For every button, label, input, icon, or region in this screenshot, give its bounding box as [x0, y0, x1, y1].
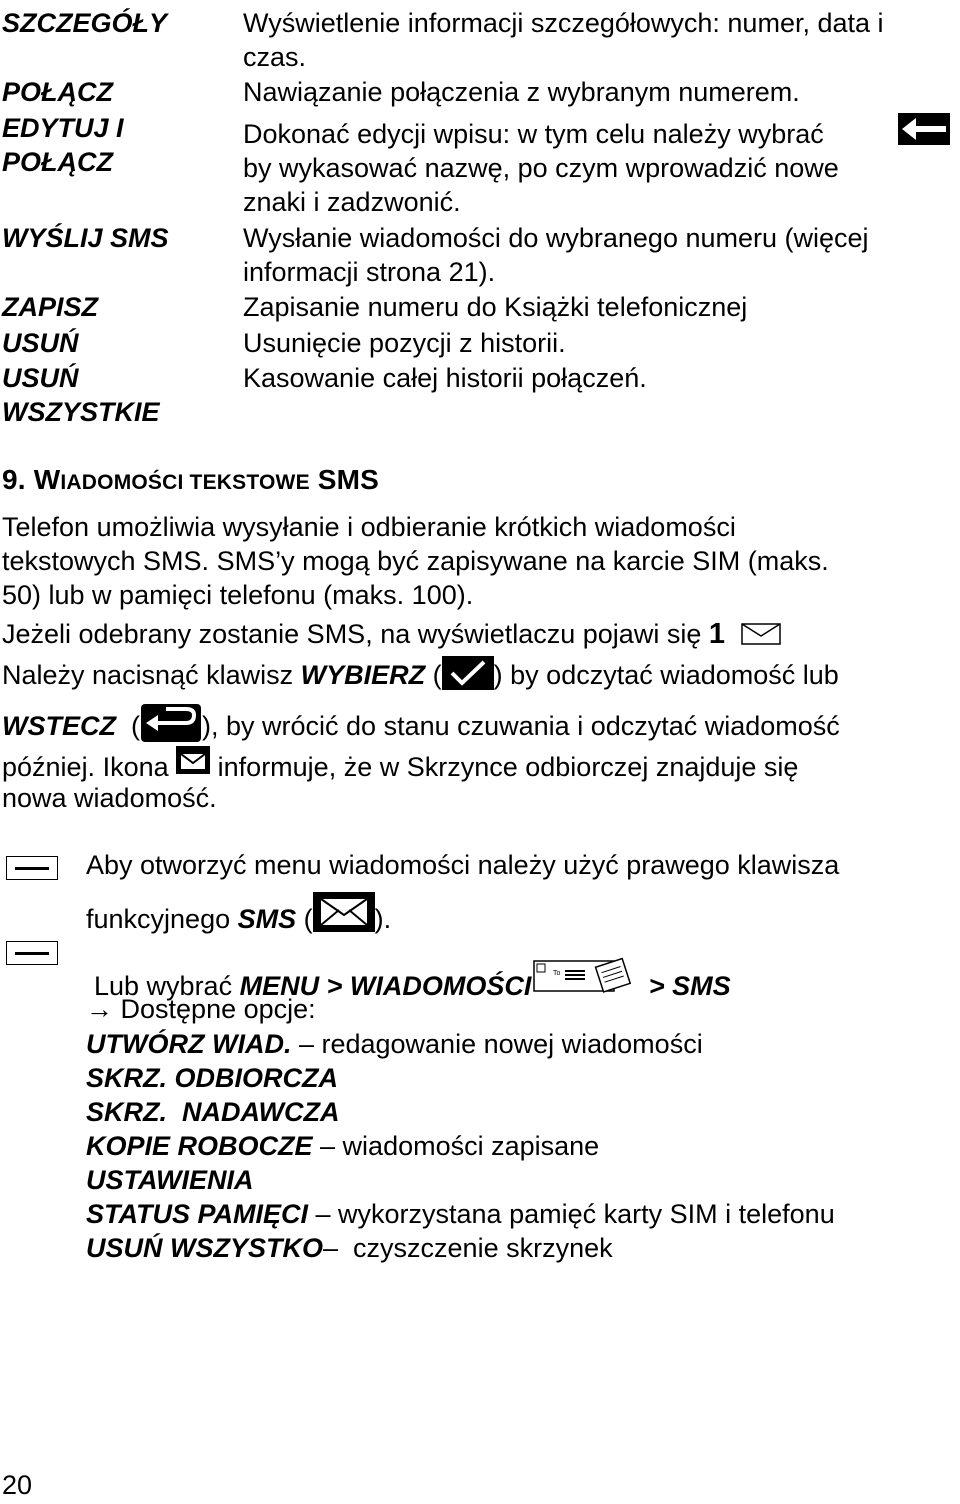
section-title-sms: SMS — [317, 464, 380, 495]
paren: ) — [202, 711, 212, 741]
desc-line: znaki i zadzwonić. — [243, 187, 461, 217]
sms-option[interactable] — [86, 1129, 835, 1163]
option-name: UTWÓRZ WIAD. — [86, 1029, 292, 1059]
svg-text:To: To — [553, 970, 561, 977]
intro-text: Należy nacisnąć klawisz — [2, 660, 294, 690]
intro-line-icon — [2, 746, 798, 784]
intro-line: Telefon umożliwia wysyłanie i odbieranie krótkich wiadomości — [2, 512, 736, 542]
option-name: USTAWIENIA — [86, 1165, 254, 1195]
section-title-rest: IADOMOŚCI TEKSTOWE — [60, 471, 310, 494]
paren: ( — [123, 711, 141, 741]
option-desc: – redagowanie nowej wiadomości — [291, 1029, 703, 1059]
section-heading — [2, 463, 379, 500]
option-desc-details — [243, 6, 953, 74]
intro-line-back — [2, 703, 840, 751]
desc-line: by wykasować nazwę, po czym wprowadzić nowe — [243, 153, 839, 183]
key-name-sms: SMS — [237, 904, 297, 934]
term-line: WSZYSTKIE — [2, 397, 160, 427]
option-desc-call: Nawiązanie połączenia z wybranym numerem. — [243, 77, 800, 107]
postcard-envelope-icon — [533, 955, 633, 1005]
envelope-check-icon — [176, 746, 210, 782]
option-desc-edit-call — [243, 117, 953, 219]
sms-option[interactable] — [86, 1197, 835, 1231]
option-desc: – wykorzystana pamięć karty SIM i telefonu — [308, 1199, 835, 1229]
intro-line-notification — [2, 617, 781, 653]
option-desc-delete: Usunięcie pozycji z historii. — [243, 328, 566, 358]
intro-text: informuje, że w Skrzynce odbiorczej znajduje się — [217, 752, 799, 782]
softkey-icon — [6, 856, 58, 880]
intro-text: Jeżeli odebrany zostanie SMS, na wyświetlaczu pojawi się — [2, 619, 702, 649]
envelope-outline-icon — [741, 619, 781, 653]
intro-line-select — [2, 656, 839, 698]
option-desc-delete-all: Kasowanie całej historii połączeń. — [243, 363, 647, 393]
option-name: USUŃ WSZYSTKO — [86, 1233, 324, 1263]
envelope-key-icon — [313, 892, 375, 940]
arrow-icon: → — [86, 994, 113, 1024]
desc-line: informacji strona 21). — [243, 257, 496, 287]
backspace-arrow-icon — [898, 113, 950, 153]
option-term-edit-call — [2, 111, 124, 179]
desc-line: czas. — [243, 42, 307, 72]
intro-line: tekstowych SMS. SMS’y mogą być zapisywane na karcie SIM (maks. — [2, 546, 829, 576]
desc-line: Wysłanie wiadomości do wybranego numeru (więcej — [243, 223, 869, 253]
paren: ( — [303, 904, 313, 934]
intro-text: później. Ikona — [2, 752, 169, 782]
return-arrow-key-icon — [140, 703, 202, 751]
sms-option[interactable] — [86, 1027, 835, 1061]
sms-option[interactable] — [86, 1231, 835, 1265]
option-term-delete: USUŃ — [2, 328, 79, 358]
option-term-save: ZAPISZ — [2, 292, 99, 322]
intro-text: by odczytać wiadomość lub — [510, 660, 839, 690]
step1-line2 — [86, 892, 391, 940]
intro-paragraph — [2, 510, 952, 612]
option-term-delete-all — [2, 361, 160, 429]
option-desc-save: Zapisanie numeru do Książki telefonicznej — [243, 292, 748, 322]
option-name: STATUS PAMIĘCI — [86, 1199, 308, 1229]
options-intro — [86, 992, 316, 1026]
option-desc: – wiadomości zapisane — [312, 1131, 600, 1161]
term-line: EDYTUJ I — [2, 113, 124, 143]
option-desc-send-sms — [243, 221, 953, 289]
term-line: POŁĄCZ — [2, 147, 113, 177]
term-line: USUŃ — [2, 363, 79, 393]
sms-option[interactable] — [86, 1163, 835, 1197]
option-term-send-sms: WYŚLIJ SMS — [2, 223, 169, 253]
option-term-call: POŁĄCZ — [2, 77, 113, 107]
step-text: funkcyjnego — [86, 904, 231, 934]
section-number: 9. — [2, 464, 26, 495]
options-label: Dostępne opcje: — [120, 994, 316, 1024]
paren: ). — [374, 904, 392, 934]
menu-path-suffix: > SMS — [648, 971, 731, 1001]
section-title-initial: W — [33, 464, 61, 495]
option-term-details: SZCZEGÓŁY — [2, 8, 168, 38]
option-desc: – czyszczenie skrzynek — [323, 1233, 613, 1263]
option-name: SKRZ. NADAWCZA — [86, 1097, 340, 1127]
sms-option[interactable] — [86, 1061, 835, 1095]
paren: ) — [493, 660, 503, 690]
sms-option[interactable] — [86, 1095, 835, 1129]
message-count: 1 — [708, 618, 725, 650]
intro-text: , by wrócić do stanu czuwania i odczytać wiadomość — [211, 711, 840, 741]
paren: ( — [432, 660, 442, 690]
step1-line1: Aby otworzyć menu wiadomości należy użyć prawego klawisza — [86, 850, 840, 880]
softkey-icon — [6, 941, 58, 965]
menu-path: MENU > WIADOMOŚCI — [239, 971, 532, 1001]
desc-line: Wyświetlenie informacji szczegółowych: numer, data i — [243, 8, 884, 38]
intro-line: 50) lub w pamięci telefonu (maks. 100). — [2, 580, 474, 610]
option-name: SKRZ. ODBIORCZA — [86, 1063, 338, 1093]
intro-line-last: nowa wiadomość. — [2, 783, 217, 813]
step-text: Lub wybrać — [94, 971, 233, 1001]
option-name: KOPIE ROBOCZE — [86, 1131, 313, 1161]
desc-line: Dokonać edycji wpisu: w tym celu należy wybrać — [243, 119, 824, 149]
checkmark-key-icon — [442, 656, 494, 698]
sms-options-list — [86, 1027, 835, 1265]
key-name-select: WYBIERZ — [300, 660, 426, 690]
page-number: 20 — [2, 1470, 33, 1500]
key-name-back: WSTECZ — [2, 711, 116, 741]
